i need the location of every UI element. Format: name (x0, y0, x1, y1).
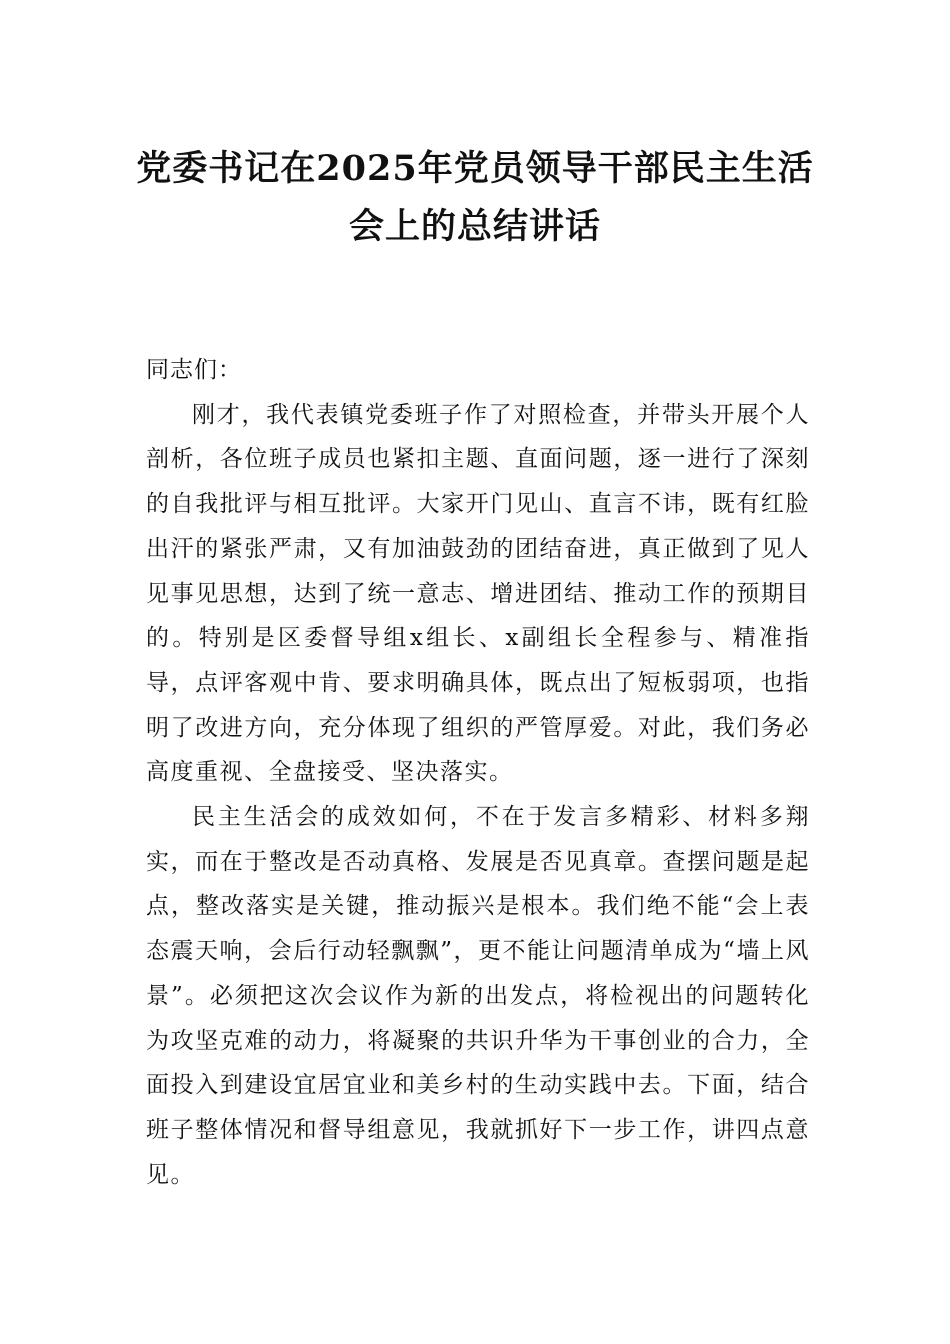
title-line-2: 会上的总结讲话 (348, 206, 601, 247)
document-body (146, 348, 810, 1197)
document-title (120, 140, 830, 256)
paragraph-2: 民主生活会的成效如何，不在于发言多精彩、材料多翔实，而在于整改是否动真格、发展是否见真章。查摆问题是起点，整改落实是关键，推动振兴是根本。我们绝不能“会上表态震天响，会后行动轻飘飘”，更不能让问题清单成为“墙上风景”。必须把这次会议作为新的出发点，将检视出的问题转化为攻坚克难的动力，将凝聚的共识升华为干事创业的合力，全面投入到建设宜居宜业和美乡村的生动实践中去。下面，结合班子整体情况和督导组意见，我就抓好下一步工作，讲四点意见。 (146, 804, 810, 1188)
title-line-1: 党委书记在2025年党员领导干部民主生活 (136, 148, 814, 189)
salutation: 同志们： (146, 357, 242, 383)
paragraph-1: 刚才，我代表镇党委班子作了对照检查，并带头开展个人剖析，各位班子成员也紧扣主题、直面问题，逐一进行了深刻的自我批评与相互批评。大家开门见山、直言不讳，既有红脸出汗的紧张严肃，又有加油鼓劲的团结奋进，真正做到了见人见事见思想，达到了统一意志、增进团结、推动工作的预期目的。特别是区委督导组x组长、x副组长全程参与、精准指导，点评客观中肯、要求明确具体，既点出了短板弱项，也指明了改进方向，充分体现了组织的严管厚爱。对此，我们务必高度重视、全盘接受、坚决落实。 (146, 401, 810, 786)
